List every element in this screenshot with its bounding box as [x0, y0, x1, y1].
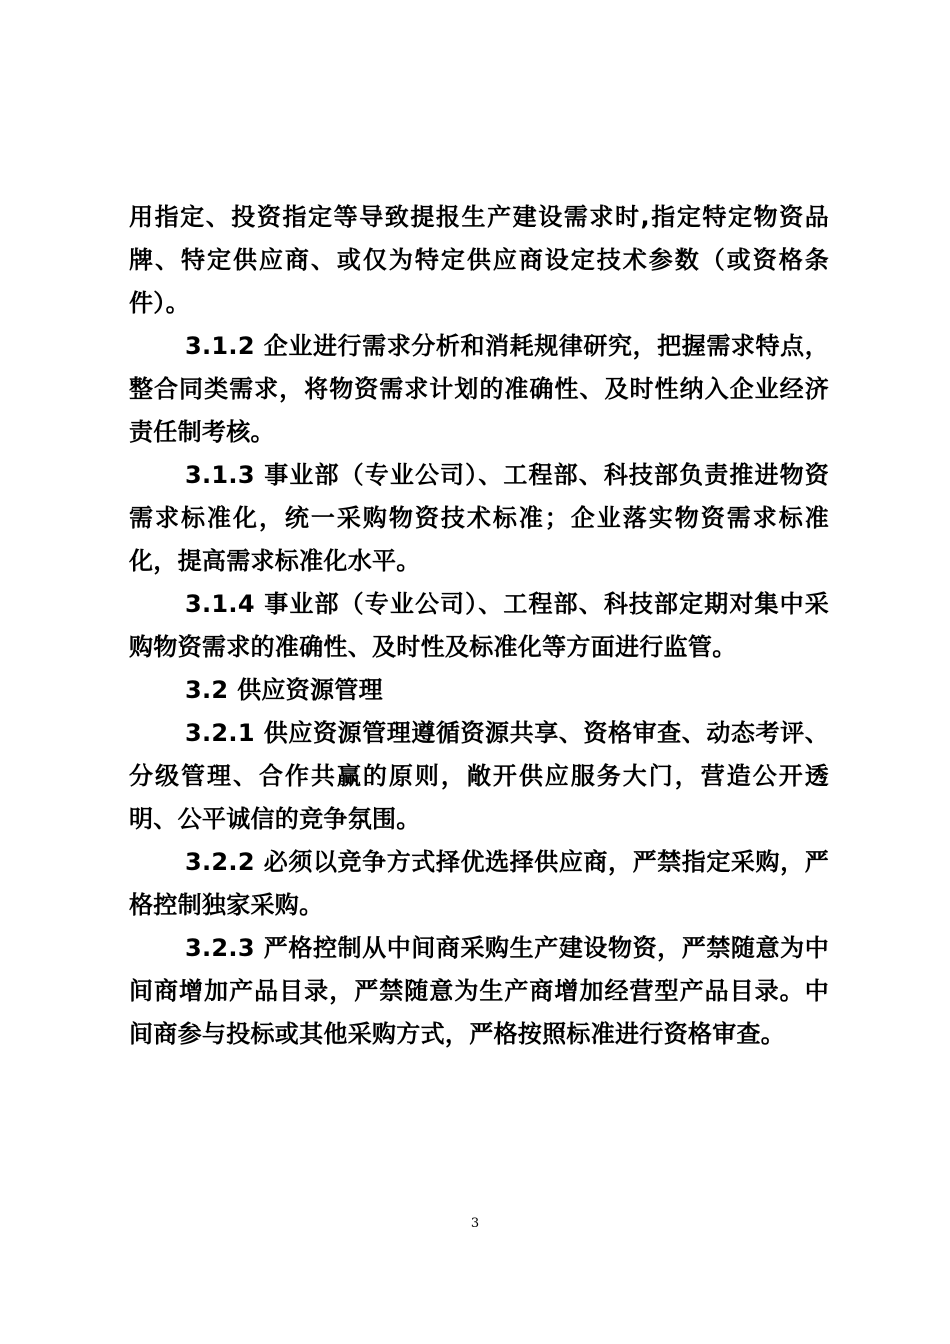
section-heading-3-2: 3.2 供应资源管理	[185, 676, 383, 704]
page-number: 3	[470, 1216, 480, 1231]
paragraph-3-1-4: 3.1.4 事业部（专业公司）、工程部、科技部定期对集中采购物资需求的准确性、及时性及标准化等方面进行监管。	[129, 590, 829, 661]
paragraph-3-2-3: 3.2.3 严格控制从中间商采购生产建设物资，严禁随意为中间商增加产品目录，严禁随意为生产商增加经营型产品目录。中间商参与投标或其他采购方式，严格按照标准进行资格审查。	[129, 934, 829, 1048]
paragraph-3-1-2: 3.1.2 企业进行需求分析和消耗规律研究，把握需求特点，整合同类需求，将物资需求计划的准确性、及时性纳入企业经济责任制考核。	[129, 332, 829, 446]
body-text	[129, 196, 829, 1056]
paragraph-3-2-2: 3.2.2 必须以竞争方式择优选择供应商，严禁指定采购，严格控制独家采购。	[129, 848, 829, 919]
paragraph-3-2-1: 3.2.1 供应资源管理遵循资源共享、资格审查、动态考评、分级管理、合作共赢的原则，敞开供应服务大门，营造公开透明、公平诚信的竞争氛围。	[129, 719, 829, 833]
paragraph-3-1-3: 3.1.3 事业部（专业公司）、工程部、科技部负责推进物资需求标准化，统一采购物资技术标准；企业落实物资需求标准化，提高需求标准化水平。	[129, 461, 829, 575]
paragraph-continuation: 用指定、投资指定等导致提报生产建设需求时,指定特定物资品牌、特定供应商、或仅为特定供应商设定技术参数（或资格条件）。	[129, 203, 829, 317]
